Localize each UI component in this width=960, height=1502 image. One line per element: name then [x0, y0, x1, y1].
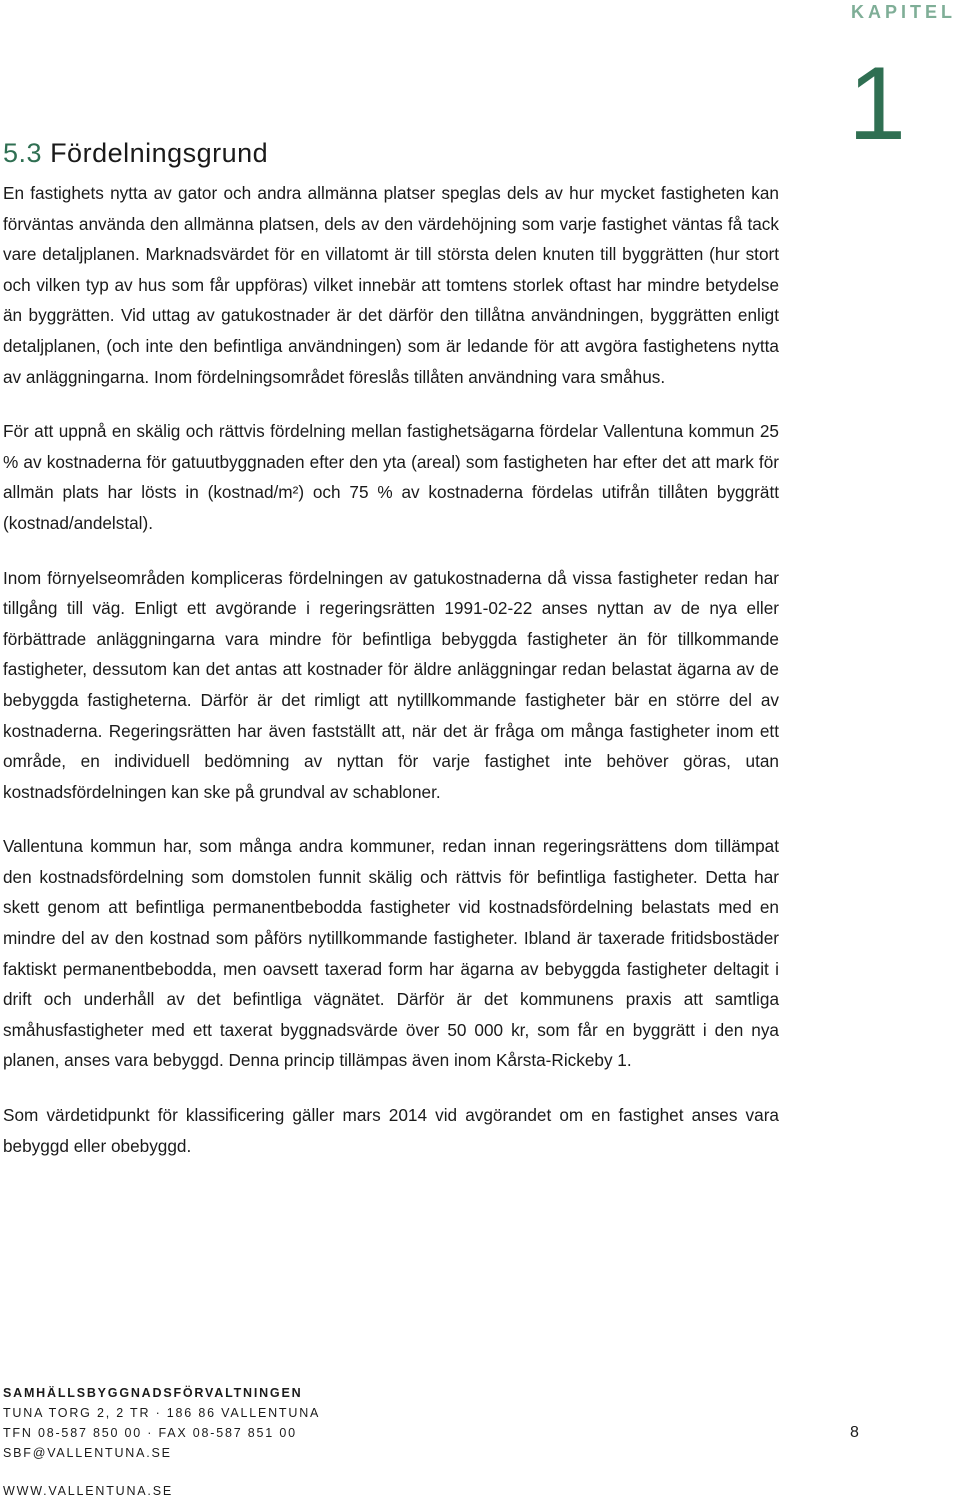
paragraph: För att uppnå en skälig och rättvis fördelning mellan fastighetsägarna fördelar Vallentuna kommun 25 % av kostnaderna för gatuutbyggnaden efter den yta (areal) som fastigheten har efter det att mark för allmän plats har lösts in (kostnad/m²) och 75 % av kostnaderna fördelas utifrån tillåten byggrätt (kostnad/andelstal).: [3, 421, 779, 533]
footer-email: SBF@VALLENTUNA.SE: [3, 1446, 172, 1460]
body-text: [3, 178, 779, 1161]
paragraph: En fastighets nytta av gator och andra allmänna platser speglas dels av hur mycket fastigheten kan förväntas använda den allmänna platsen, dels av den värdehöjning som varje fastighet väntas få tack vare detaljplanen. Marknadsvärdet för en villatomt är till största delen knuten till byggrätten (hur stort och vilken typ av hus som får uppföras) vilket innebär att tomtens storlek oftast har mindre betydelse än byggrätten. Vid uttag av gatukostnader är det därför den tillåtna användningen, byggrätten enligt detaljplanen, (och inte den befintliga användningen) som är ledande för att avgöra fastighetens nytta av anläggningarna. Inom fördelningsområdet föreslås tillåten användning vara småhus.: [3, 183, 779, 387]
paragraph: Vallentuna kommun har, som många andra kommuner, redan innan regeringsrättens dom tillämpat den kostnadsfördelning som domstolen funnit skälig och rättvis för befintliga fastigheter. Detta har skett genom att befintliga permanentbebodda fastigheter vid kostnadsfördelning belastats med en mindre del av den kostnad som påförs nytillkommande fastigheter. Ibland är taxerade fritidsbostäder faktiskt permanentbebodda, men oavsett taxerad form har ägarna av bebyggda fastigheter deltagit i drift och underhåll av det befintliga vägnätet. Därför är det kommunens praxis att samtliga småhusfastigheter med ett taxerat byggnadsvärde över 50 000 kr, som får en byggrätt i den nya planen, anses vara bebyggd. Denna princip tillämpas även inom Kårsta-Rickeby 1.: [3, 836, 779, 1071]
section-title: Fördelningsgrund: [50, 138, 269, 169]
footer-organization: SAMHÄLLSBYGGNADSFÖRVALTNINGEN: [3, 1386, 303, 1400]
footer-address: TUNA TORG 2, 2 TR · 186 86 VALLENTUNA: [3, 1406, 321, 1420]
section-heading: [3, 138, 268, 169]
chapter-label: KAPITEL: [850, 2, 956, 22]
paragraph: Inom förnyelseområden kompliceras fördelningen av gatukostnaderna då vissa fastigheter redan har tillgång till väg. Enligt ett avgörande i regeringsrätten 1991-02-22 anses nyttan av de nya eller förbättrade anläggningarna vara mindre för befintliga bebyggda fastigheter än för tillkommande fastigheter, dessutom kan det antas att kostnader för äldre anläggningar redan belastat ägarna av de bebyggda fastigheterna. Därför är det rimligt att nytillkommande fastigheter bär en större del av kostnaderna. Regeringsrätten har även fastställt att, när det är fråga om många fastigheter inom ett område, en individuell bedömning av nyttan för varje fastighet inte behöver göras, utan kostnadsfördelningen kan ske på grundval av schabloner.: [3, 567, 779, 802]
footer-website: WWW.VALLENTUNA.SE: [3, 1484, 173, 1498]
footer-phone-fax: TFN 08-587 850 00 · FAX 08-587 851 00: [3, 1426, 297, 1440]
chapter-number: 1: [848, 46, 906, 162]
footer: [3, 1383, 320, 1501]
paragraph: Som värdetidpunkt för klassificering gäller mars 2014 vid avgörandet om en fastighet anses vara bebyggd eller obebyggd.: [3, 1105, 779, 1156]
page-number: 8: [850, 1424, 859, 1441]
section-number: 5.3: [3, 138, 43, 169]
